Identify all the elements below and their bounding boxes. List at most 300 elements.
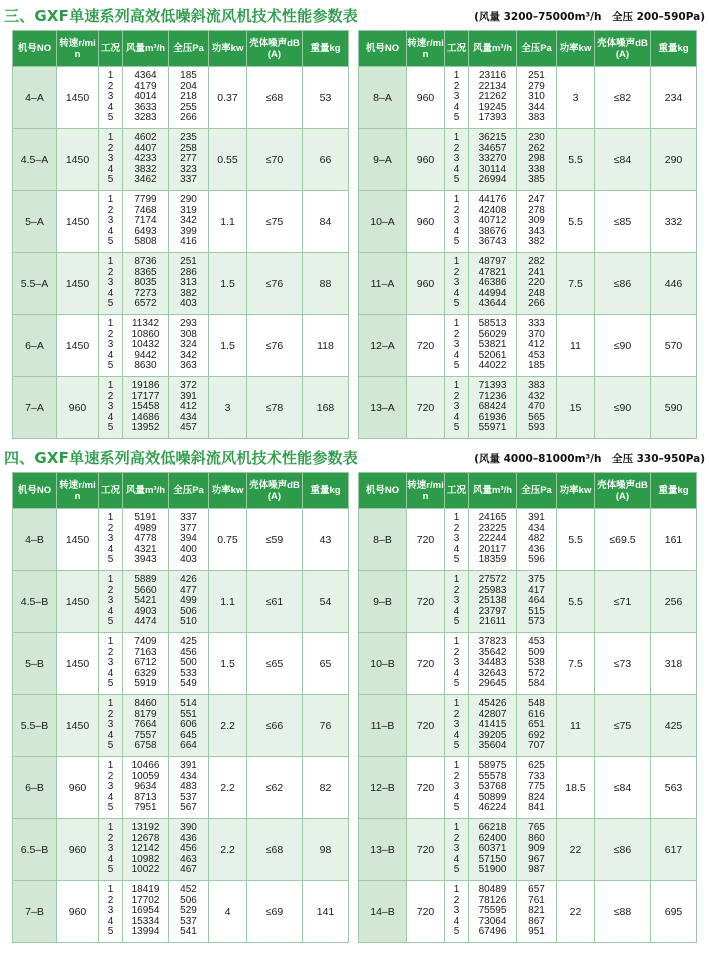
cell-line: 37823 xyxy=(478,636,507,648)
cell-line: 3 xyxy=(453,91,460,103)
cell-line: 549 xyxy=(180,678,197,690)
cell-line: 4 xyxy=(107,853,114,865)
cell-line: 7409 xyxy=(134,636,157,648)
cell-line: 1 xyxy=(453,574,460,586)
speed-cell: 960 xyxy=(407,253,445,315)
cell-line: 3 xyxy=(453,905,460,917)
airflow-cell xyxy=(469,67,517,129)
cell-line: 4 xyxy=(453,915,460,927)
power-cell: 11 xyxy=(557,695,595,757)
cell-line: 3 xyxy=(453,657,460,669)
cell-line: 4474 xyxy=(134,616,157,628)
cell-line: 46224 xyxy=(478,802,507,814)
cell-line: 282 xyxy=(528,256,545,268)
cell-line: 8365 xyxy=(134,266,157,278)
cell-line: 5 xyxy=(107,360,114,372)
cell-line: 13952 xyxy=(131,422,160,434)
cell-line: 434 xyxy=(180,411,197,423)
airflow-cell xyxy=(469,633,517,695)
table-row xyxy=(359,881,697,943)
cell-line: 7468 xyxy=(134,204,157,216)
cell-line: 4 xyxy=(107,287,114,299)
cell-line: 41415 xyxy=(478,719,507,731)
table-row xyxy=(359,67,697,129)
cell-line: 4407 xyxy=(134,142,157,154)
cell-line: 1 xyxy=(453,636,460,648)
cell-line: 3 xyxy=(107,401,114,413)
cell-line: 4 xyxy=(107,667,114,679)
cell-line: 71236 xyxy=(478,390,507,402)
cell-line: 4364 xyxy=(134,70,157,82)
cell-line: 6712 xyxy=(134,657,157,669)
cell-line: 262 xyxy=(528,142,545,154)
cell-line: 5 xyxy=(453,678,460,690)
airflow-cell xyxy=(123,509,169,571)
cell-line: 3283 xyxy=(134,112,157,124)
cell-line: 15334 xyxy=(131,915,160,927)
header-machine-no: 机号NO xyxy=(359,31,407,67)
cell-line: 8035 xyxy=(134,277,157,289)
cell-line: 2 xyxy=(107,894,114,906)
cell-line: 293 xyxy=(180,318,197,330)
machine-no-cell: 6.5–B xyxy=(13,819,57,881)
cell-line: 7273 xyxy=(134,287,157,299)
cell-line: 3 xyxy=(453,719,460,731)
cell-line: 625 xyxy=(528,760,545,772)
header-mode: 工况 xyxy=(445,473,469,509)
power-cell: 4 xyxy=(209,881,247,943)
cell-line: 551 xyxy=(180,708,197,720)
cell-line: 3 xyxy=(453,153,460,165)
pressure-cell xyxy=(169,633,209,695)
cell-line: 20117 xyxy=(478,543,507,555)
cell-line: 375 xyxy=(528,574,545,586)
mode-cell xyxy=(445,509,469,571)
cell-line: 483 xyxy=(180,781,197,793)
mode-cell xyxy=(99,67,123,129)
pressure-cell xyxy=(169,191,209,253)
speed-cell: 720 xyxy=(407,881,445,943)
pressure-cell xyxy=(517,315,557,377)
cell-line: 3 xyxy=(107,657,114,669)
cell-line: 529 xyxy=(180,905,197,917)
cell-line: 258 xyxy=(180,142,197,154)
cell-line: 2 xyxy=(453,646,460,658)
machine-no-cell: 5.5–A xyxy=(13,253,57,315)
cell-line: 80489 xyxy=(478,884,507,896)
power-cell: 2.2 xyxy=(209,695,247,757)
cell-line: 533 xyxy=(180,667,197,679)
cell-line: 1 xyxy=(107,760,114,772)
cell-line: 17177 xyxy=(131,390,160,402)
cell-line: 53821 xyxy=(478,339,507,351)
cell-line: 6758 xyxy=(134,740,157,752)
machine-no-cell: 8–A xyxy=(359,67,407,129)
noise-cell: ≤76 xyxy=(247,253,303,315)
cell-line: 692 xyxy=(528,729,545,741)
cell-line: 7664 xyxy=(134,719,157,731)
cell-line: 3943 xyxy=(134,554,157,566)
cell-line: 453 xyxy=(528,636,545,648)
cell-line: 13994 xyxy=(131,926,160,938)
cell-line: 44994 xyxy=(478,287,507,299)
cell-line: 27572 xyxy=(478,574,507,586)
cell-line: 434 xyxy=(180,770,197,782)
header-noise: 壳体噪声dB(A) xyxy=(595,473,651,509)
cell-line: 1 xyxy=(453,132,460,144)
machine-no-cell: 7–A xyxy=(13,377,57,439)
cell-line: 1 xyxy=(453,512,460,524)
cell-line: 50899 xyxy=(478,791,507,803)
cell-line: 4 xyxy=(453,225,460,237)
cell-line: 3 xyxy=(453,401,460,413)
cell-line: 308 xyxy=(180,328,197,340)
cell-line: 1 xyxy=(453,194,460,206)
cell-line: 403 xyxy=(180,298,197,310)
speed-cell: 960 xyxy=(407,67,445,129)
cell-line: 1 xyxy=(453,884,460,896)
mode-cell xyxy=(99,377,123,439)
table-row xyxy=(13,191,349,253)
speed-cell: 1450 xyxy=(57,191,99,253)
cell-line: 4 xyxy=(107,915,114,927)
cell-line: 5 xyxy=(453,554,460,566)
noise-cell: ≤61 xyxy=(247,571,303,633)
pressure-cell xyxy=(517,191,557,253)
cell-line: 4 xyxy=(453,667,460,679)
weight-cell: 54 xyxy=(303,571,349,633)
machine-no-cell: 13–A xyxy=(359,377,407,439)
noise-cell: ≤84 xyxy=(595,757,651,819)
table-row xyxy=(359,253,697,315)
cell-line: 2 xyxy=(453,770,460,782)
cell-line: 765 xyxy=(528,822,545,834)
speed-cell: 1450 xyxy=(57,571,99,633)
cell-line: 55971 xyxy=(478,422,507,434)
table-row xyxy=(13,129,349,191)
cell-line: 5 xyxy=(107,554,114,566)
cell-line: 464 xyxy=(528,595,545,607)
mode-cell xyxy=(99,695,123,757)
airflow-cell xyxy=(469,315,517,377)
pressure-cell xyxy=(517,509,557,571)
cell-line: 2 xyxy=(107,646,114,658)
machine-no-cell: 14–B xyxy=(359,881,407,943)
cell-line: 10432 xyxy=(131,339,160,351)
cell-line: 5 xyxy=(453,236,460,248)
header-pressure: 全压Pa xyxy=(169,473,209,509)
cell-line: 279 xyxy=(528,80,545,92)
cell-line: 4602 xyxy=(134,132,157,144)
machine-no-cell: 13–B xyxy=(359,819,407,881)
cell-line: 5 xyxy=(107,864,114,876)
cell-line: 277 xyxy=(180,153,197,165)
cell-line: 482 xyxy=(528,533,545,545)
weight-cell: 290 xyxy=(651,129,697,191)
cell-line: 344 xyxy=(528,101,545,113)
table-row xyxy=(13,757,349,819)
cell-line: 25983 xyxy=(478,584,507,596)
speed-cell: 960 xyxy=(57,757,99,819)
pressure-cell xyxy=(169,67,209,129)
cell-line: 382 xyxy=(528,236,545,248)
cell-line: 1 xyxy=(453,380,460,392)
cell-line: 7174 xyxy=(134,215,157,227)
cell-line: 909 xyxy=(528,843,545,855)
header-pressure: 全压Pa xyxy=(169,31,209,67)
cell-line: 1 xyxy=(453,256,460,268)
cell-line: 412 xyxy=(528,339,545,351)
cell-line: 60371 xyxy=(478,843,507,855)
speed-cell: 720 xyxy=(407,695,445,757)
noise-cell: ≤84 xyxy=(595,129,651,191)
cell-line: 55578 xyxy=(478,770,507,782)
airflow-cell xyxy=(469,509,517,571)
cell-line: 52061 xyxy=(478,349,507,361)
cell-line: 2 xyxy=(453,328,460,340)
cell-line: 5 xyxy=(107,112,114,124)
cell-line: 1 xyxy=(107,636,114,648)
cell-line: 499 xyxy=(180,595,197,607)
airflow-cell xyxy=(469,819,517,881)
cell-line: 2 xyxy=(107,584,114,596)
pressure-cell xyxy=(517,67,557,129)
cell-line: 29645 xyxy=(478,678,507,690)
mode-cell xyxy=(445,315,469,377)
cell-line: 337 xyxy=(180,174,197,186)
noise-cell: ≤73 xyxy=(595,633,651,695)
cell-line: 394 xyxy=(180,533,197,545)
cell-line: 218 xyxy=(180,91,197,103)
weight-cell: 617 xyxy=(651,819,697,881)
speed-cell: 720 xyxy=(407,757,445,819)
mode-cell xyxy=(99,633,123,695)
cell-line: 4 xyxy=(453,411,460,423)
cell-line: 45426 xyxy=(478,698,507,710)
cell-line: 432 xyxy=(528,390,545,402)
cell-line: 383 xyxy=(528,112,545,124)
cell-line: 2 xyxy=(453,584,460,596)
cell-line: 16954 xyxy=(131,905,160,917)
machine-no-cell: 4.5–A xyxy=(13,129,57,191)
cell-line: 8713 xyxy=(134,791,157,803)
cell-line: 463 xyxy=(180,853,197,865)
cell-line: 4 xyxy=(107,729,114,741)
cell-line: 22244 xyxy=(478,533,507,545)
airflow-cell xyxy=(123,377,169,439)
cell-line: 7163 xyxy=(134,646,157,658)
cell-line: 230 xyxy=(528,132,545,144)
cell-line: 5808 xyxy=(134,236,157,248)
cell-line: 436 xyxy=(528,543,545,555)
cell-line: 596 xyxy=(528,554,545,566)
noise-cell: ≤86 xyxy=(595,253,651,315)
header-weight: 重量kg xyxy=(651,473,697,509)
cell-line: 4 xyxy=(107,349,114,361)
cell-line: 48797 xyxy=(478,256,507,268)
cell-line: 372 xyxy=(180,380,197,392)
cell-line: 66218 xyxy=(478,822,507,834)
cell-line: 67496 xyxy=(478,926,507,938)
airflow-cell xyxy=(123,315,169,377)
cell-line: 3 xyxy=(107,533,114,545)
mode-cell xyxy=(445,191,469,253)
power-cell: 7.5 xyxy=(557,253,595,315)
cell-line: 44176 xyxy=(478,194,507,206)
power-cell: 1.5 xyxy=(209,253,247,315)
machine-no-cell: 12–B xyxy=(359,757,407,819)
cell-line: 824 xyxy=(528,791,545,803)
cell-line: 17393 xyxy=(478,112,507,124)
cell-line: 10059 xyxy=(131,770,160,782)
cell-line: 1 xyxy=(107,380,114,392)
cell-line: 43644 xyxy=(478,298,507,310)
cell-line: 3 xyxy=(453,277,460,289)
table-row xyxy=(359,129,697,191)
noise-cell: ≤75 xyxy=(247,191,303,253)
cell-line: 5421 xyxy=(134,595,157,607)
cell-line: 1 xyxy=(107,132,114,144)
power-cell: 5.5 xyxy=(557,191,595,253)
cell-line: 58513 xyxy=(478,318,507,330)
cell-line: 390 xyxy=(180,822,197,834)
cell-line: 4 xyxy=(107,101,114,113)
cell-line: 4 xyxy=(107,163,114,175)
pressure-cell xyxy=(169,819,209,881)
weight-cell: 256 xyxy=(651,571,697,633)
cell-line: 4778 xyxy=(134,533,157,545)
cell-line: 73064 xyxy=(478,915,507,927)
table-row xyxy=(359,571,697,633)
cell-line: 573 xyxy=(528,616,545,628)
cell-line: 2 xyxy=(107,390,114,402)
cell-line: 7799 xyxy=(134,194,157,206)
cell-line: 3 xyxy=(107,215,114,227)
cell-line: 57150 xyxy=(478,853,507,865)
cell-line: 548 xyxy=(528,698,545,710)
airflow-cell xyxy=(123,881,169,943)
cell-line: 1 xyxy=(453,70,460,82)
weight-cell: 590 xyxy=(651,377,697,439)
cell-line: 2 xyxy=(107,708,114,720)
weight-cell: 318 xyxy=(651,633,697,695)
cell-line: 337 xyxy=(180,512,197,524)
cell-line: 4 xyxy=(453,163,460,175)
pressure-cell xyxy=(517,253,557,315)
machine-no-cell: 4–A xyxy=(13,67,57,129)
cell-line: 391 xyxy=(180,390,197,402)
cell-line: 4 xyxy=(453,791,460,803)
cell-line: 11342 xyxy=(131,318,160,330)
airflow-cell xyxy=(123,571,169,633)
cell-line: 5 xyxy=(107,616,114,628)
cell-line: 42807 xyxy=(478,708,507,720)
cell-line: 593 xyxy=(528,422,545,434)
cell-line: 248 xyxy=(528,287,545,299)
cell-line: 34657 xyxy=(478,142,507,154)
pressure-cell xyxy=(169,129,209,191)
section-title-a: 三、GXF单速系列高效低噪斜流风机技术性能参数表 xyxy=(4,7,358,25)
header-power: 功率kw xyxy=(209,31,247,67)
cell-line: 12678 xyxy=(131,832,160,844)
cell-line: 3 xyxy=(107,339,114,351)
power-cell: 3 xyxy=(209,377,247,439)
cell-line: 3 xyxy=(453,533,460,545)
mode-cell xyxy=(99,509,123,571)
speed-cell: 960 xyxy=(407,129,445,191)
power-cell: 5.5 xyxy=(557,571,595,633)
mode-cell xyxy=(445,881,469,943)
cell-line: 23116 xyxy=(478,70,507,82)
cell-line: 18419 xyxy=(131,884,160,896)
speed-cell: 1450 xyxy=(57,509,99,571)
cell-line: 278 xyxy=(528,204,545,216)
cell-line: 951 xyxy=(528,926,545,938)
table-row xyxy=(359,377,697,439)
pressure-cell xyxy=(169,695,209,757)
table-row xyxy=(13,695,349,757)
cell-line: 477 xyxy=(180,584,197,596)
machine-no-cell: 8–B xyxy=(359,509,407,571)
cell-line: 235 xyxy=(180,132,197,144)
airflow-cell xyxy=(123,695,169,757)
cell-line: 38676 xyxy=(478,225,507,237)
cell-line: 5 xyxy=(453,360,460,372)
machine-no-cell: 9–A xyxy=(359,129,407,191)
cell-line: 775 xyxy=(528,781,545,793)
cell-line: 310 xyxy=(528,91,545,103)
cell-line: 39205 xyxy=(478,729,507,741)
weight-cell: 65 xyxy=(303,633,349,695)
speed-cell: 960 xyxy=(57,819,99,881)
cell-line: 9634 xyxy=(134,781,157,793)
cell-line: 7557 xyxy=(134,729,157,741)
cell-line: 3832 xyxy=(134,163,157,175)
section-range-a: (风量 3200–75000m³/h 全压 200–590Pa) xyxy=(474,11,705,23)
cell-line: 8460 xyxy=(134,698,157,710)
pressure-cell xyxy=(169,253,209,315)
table-row xyxy=(13,315,349,377)
noise-cell: ≤78 xyxy=(247,377,303,439)
cell-line: 5660 xyxy=(134,584,157,596)
cell-line: 251 xyxy=(180,256,197,268)
airflow-cell xyxy=(123,633,169,695)
header-weight: 重量kg xyxy=(303,473,349,509)
cell-line: 23797 xyxy=(478,605,507,617)
pressure-cell xyxy=(517,757,557,819)
machine-no-cell: 10–B xyxy=(359,633,407,695)
cell-line: 510 xyxy=(180,616,197,628)
cell-line: 2 xyxy=(107,142,114,154)
power-cell: 1.5 xyxy=(209,633,247,695)
cell-line: 62400 xyxy=(478,832,507,844)
cell-line: 506 xyxy=(180,894,197,906)
cell-line: 309 xyxy=(528,215,545,227)
mode-cell xyxy=(445,377,469,439)
cell-line: 8736 xyxy=(134,256,157,268)
cell-line: 8179 xyxy=(134,708,157,720)
cell-line: 3 xyxy=(453,781,460,793)
cell-line: 5 xyxy=(453,864,460,876)
airflow-cell xyxy=(469,129,517,191)
cell-line: 3 xyxy=(107,91,114,103)
mode-cell xyxy=(99,757,123,819)
cell-line: 761 xyxy=(528,894,545,906)
machine-no-cell: 5–B xyxy=(13,633,57,695)
cell-line: 426 xyxy=(180,574,197,586)
cell-line: 436 xyxy=(180,832,197,844)
table-row xyxy=(13,377,349,439)
